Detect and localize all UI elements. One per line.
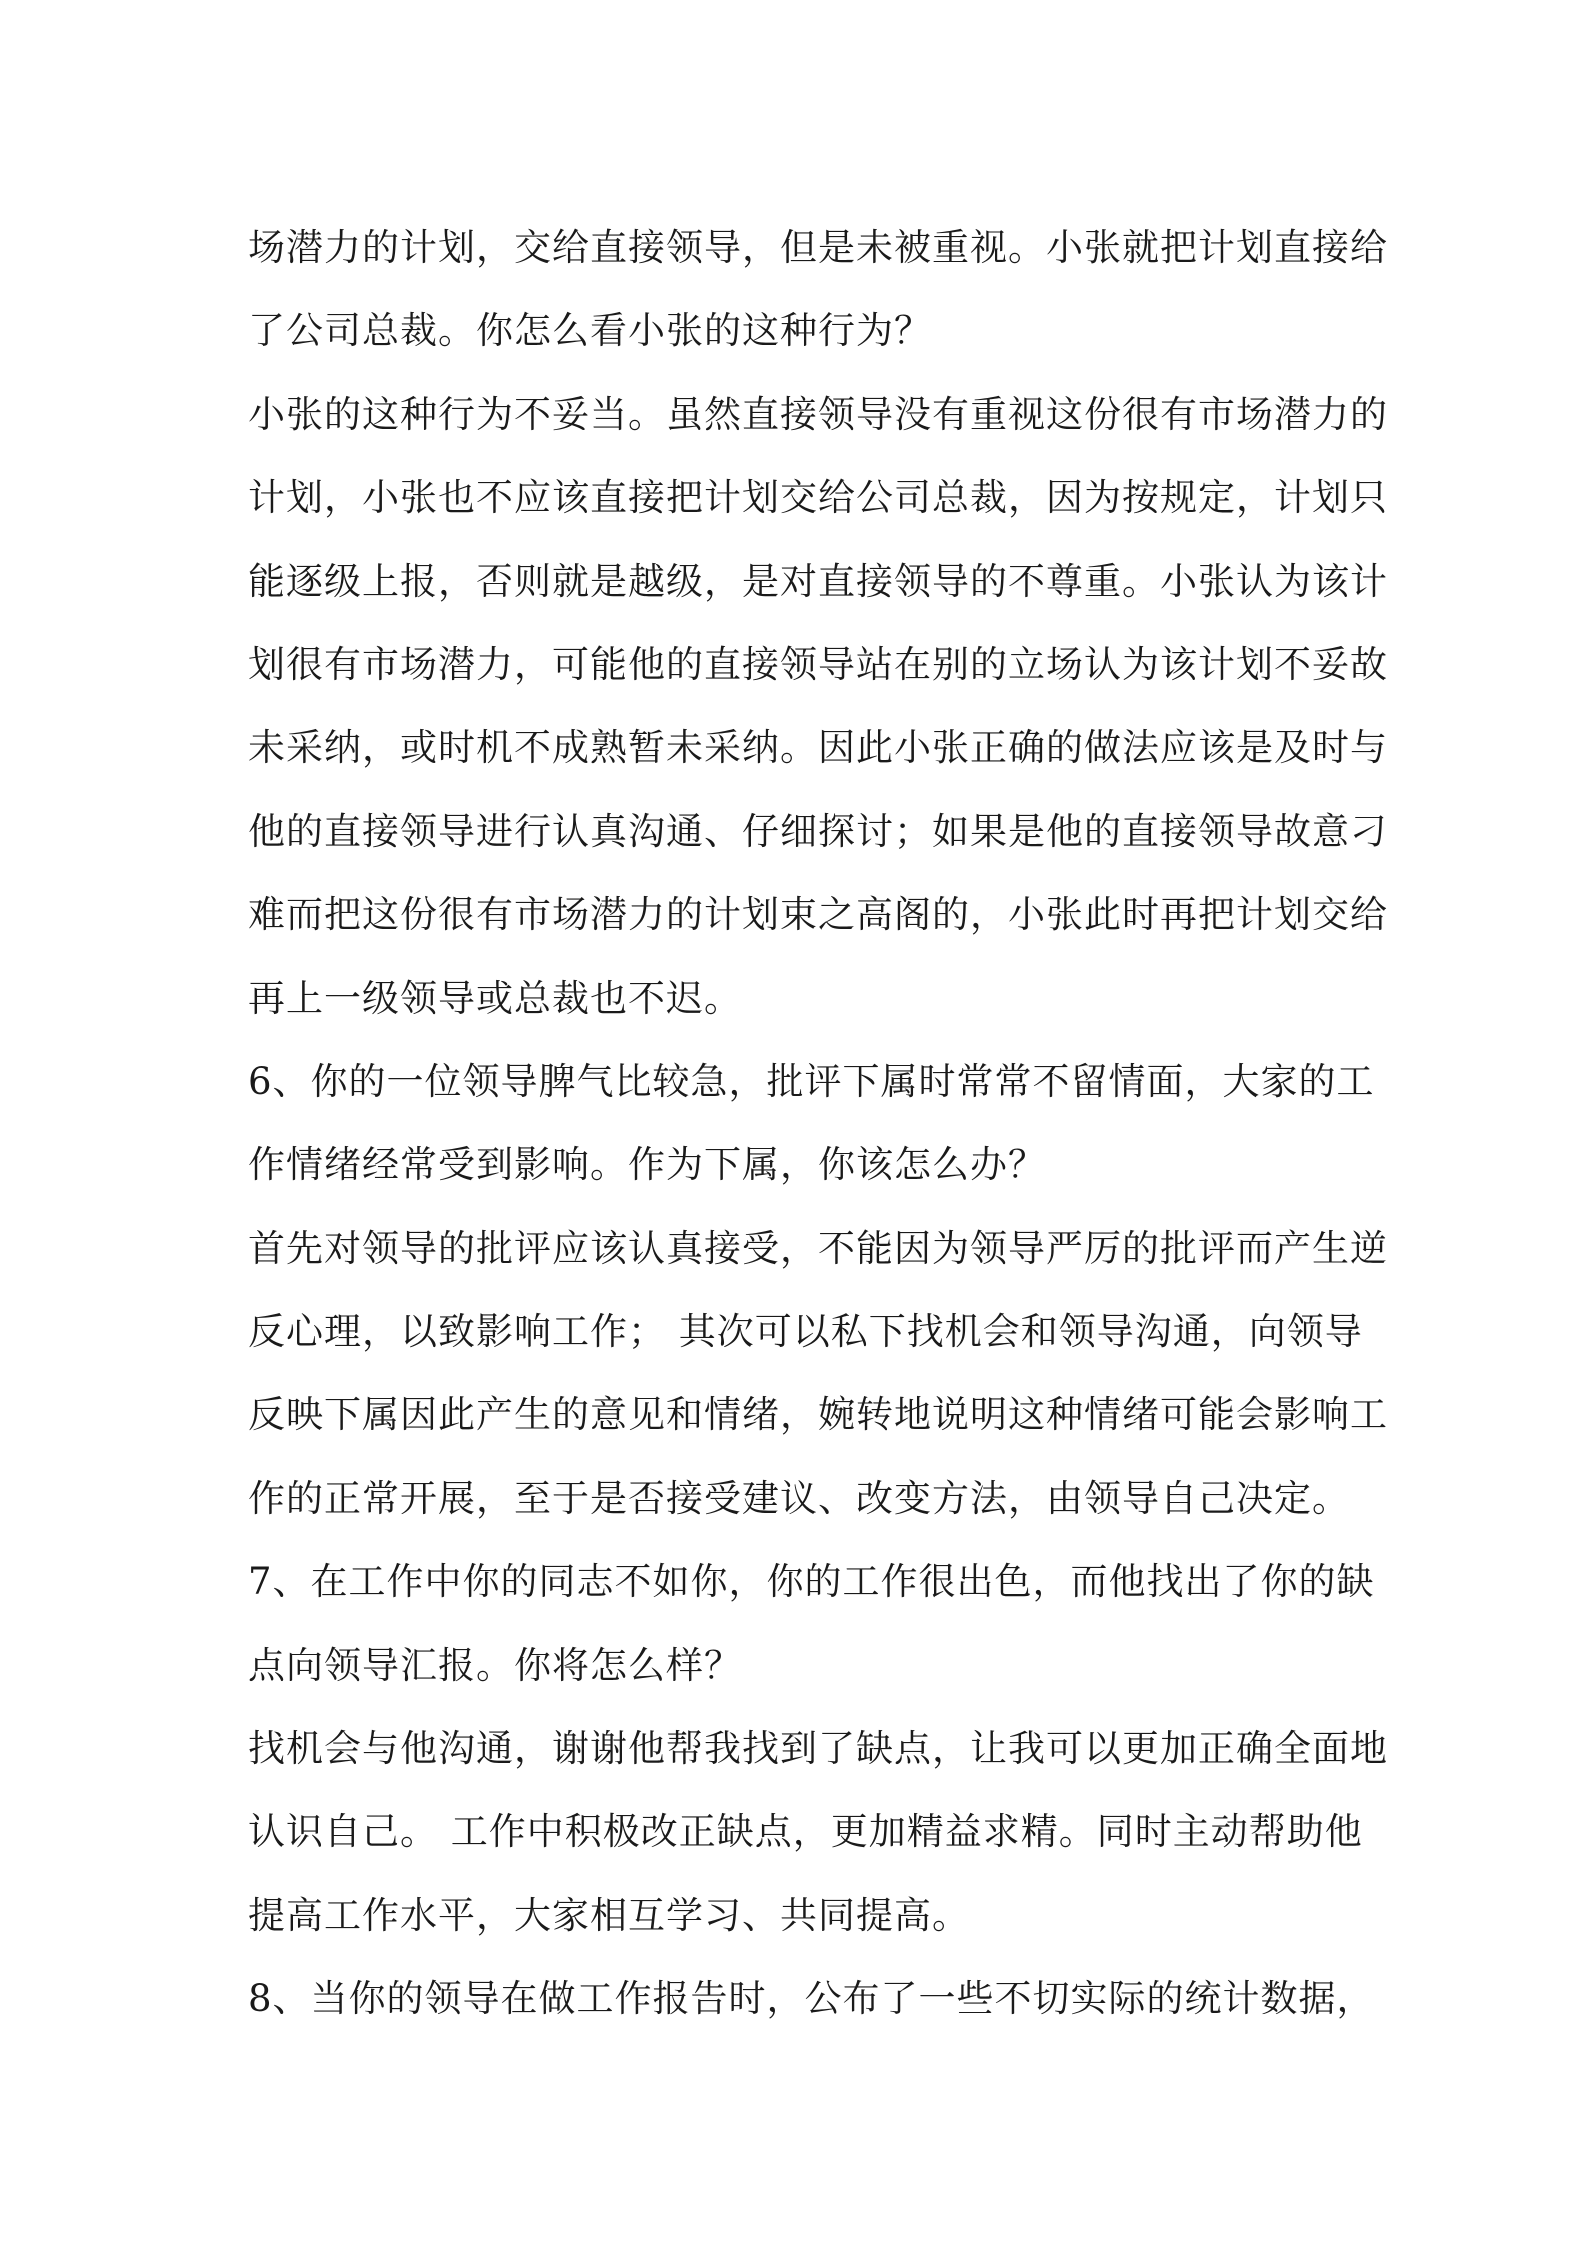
question-line: 作情绪经常受到影响。作为下属，你该怎么办？ [248,1143,1046,1187]
text-line: 作的正常开展，至于是否接受建议、改变方法，由领导自己决定。 [248,1476,1350,1520]
text-line: 反心理，以致影响工作； 其次可以私下找机会和领导沟通，向领导 [248,1310,1363,1354]
text-line: 划很有市场潜力，可能他的直接领导站在别的立场认为该计划不妥故 [248,642,1388,686]
text-line: 场潜力的计划，交给直接领导，但是未被重视。小张就把计划直接给 [248,226,1388,269]
text-line: 提高工作水平，大家相互学习、共同提高。 [248,1893,970,1937]
text-line: 小张的这种行为不妥当。虽然直接领导没有重视这份很有市场潜力的 [248,392,1388,436]
question-line: 点向领导汇报。你将怎么样？ [248,1643,742,1687]
text-line: 能逐级上报，否则就是越级，是对直接领导的不尊重。小张认为该计 [248,559,1388,603]
document-body [248,206,1388,2041]
text-line: 计划，小张也不应该直接把计划交给公司总裁，因为按规定，计划只 [248,476,1388,520]
text-line: 首先对领导的批评应该认真接受，不能因为领导严厉的批评而产生逆 [248,1226,1388,1270]
text-line: 找机会与他沟通，谢谢他帮我找到了缺点，让我可以更加正确全面地 [248,1727,1388,1771]
text-line: 了公司总裁。你怎么看小张的这种行为？ [248,309,932,353]
question-line: 7、在工作中你的同志不如你，你的工作很出色，而他找出了你的缺 [248,1560,1375,1604]
text-line: 未采纳，或时机不成熟暂未采纳。因此小张正确的做法应该是及时与 [248,726,1388,770]
text-line: 认识自己。 工作中积极改正缺点，更加精益求精。同时主动帮助他 [248,1810,1363,1854]
question-line: 8、当你的领导在做工作报告时，公布了一些不切实际的统计数据， [248,1977,1375,2021]
text-line: 他的直接领导进行认真沟通、仔细探讨；如果是他的直接领导故意刁 [248,809,1388,853]
question-line: 6、你的一位领导脾气比较急，批评下属时常常不留情面，大家的工 [248,1059,1375,1103]
text-line: 再上一级领导或总裁也不迟。 [248,976,742,1020]
text-line: 难而把这份很有市场潜力的计划束之高阁的，小张此时再把计划交给 [248,893,1388,937]
text-line: 反映下属因此产生的意见和情绪，婉转地说明这种情绪可能会影响工 [248,1393,1388,1437]
